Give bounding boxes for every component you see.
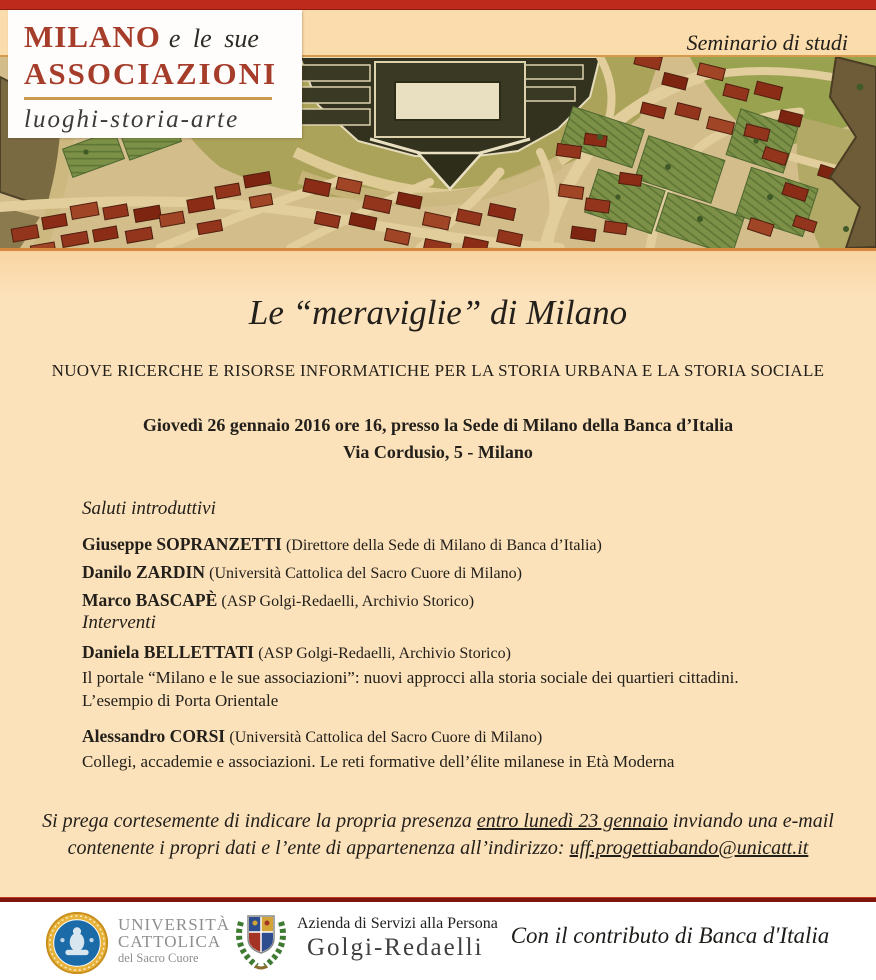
- speaker-name: Alessandro CORSI: [82, 726, 226, 746]
- speaker-affiliation: (ASP Golgi-Redaelli, Archivio Storico): [221, 593, 475, 610]
- golgi-name: Golgi-Redaelli: [307, 934, 484, 961]
- uc-line-3: del Sacro Cuore: [118, 951, 199, 965]
- talk-speaker-line: [82, 725, 674, 750]
- talk-title-line: Il portale “Milano e le sue associazioni”: nuovi approcci alla storia sociale dei quartieri cittadini.: [82, 667, 739, 687]
- rsvp-deadline: entro lunedì 23 gennaio: [476, 810, 668, 832]
- event-subtitle: NUOVE RICERCHE E RISORSE INFORMATICHE PER LA STORIA URBANA E LA STORIA SOCIALE: [51, 361, 825, 380]
- talk-speaker-line: [82, 641, 739, 666]
- speaker-name: Daniela BELLETTATI: [82, 642, 254, 662]
- logo-associazioni-text: ASSOCIAZIONI: [24, 56, 278, 91]
- event-date-location: [0, 412, 876, 466]
- footer-logos-bar: [0, 902, 876, 980]
- flyer-body: [0, 251, 876, 897]
- talk-title-line: Collegi, accademie e associazioni. Le reti formative dell’élite milanese in Età Moderna: [82, 751, 675, 771]
- seminar-type-label: Seminario di studi: [686, 30, 848, 55]
- golgi-redaelli-wordmark: [297, 915, 498, 962]
- event-title: Le “meraviglie” di Milano: [248, 293, 628, 332]
- logo-line-1: [24, 20, 302, 56]
- talk-item: [82, 725, 674, 773]
- rsvp-note: [0, 808, 876, 862]
- rsvp-line-1: [0, 808, 876, 835]
- talks-heading: Interventi: [82, 612, 156, 633]
- rsvp-email-link[interactable]: uff.progettiabando@unicatt.it: [569, 837, 809, 859]
- logo-milano-text: MILANO: [24, 19, 161, 54]
- date-line-1: Giovedì 26 gennaio 2016 ore 16, presso la Sede di Milano della Banca d’Italia: [142, 415, 734, 435]
- logo-e-le-sue-text: e le sue: [168, 24, 259, 53]
- speaker-affiliation: (Università Cattolica del Sacro Cuore di Milano): [229, 729, 543, 746]
- speaker-name: Giuseppe SOPRANZETTI: [82, 534, 282, 554]
- rsvp-line-2: [0, 835, 876, 862]
- rsvp-text: Si prega cortesemente di indicare la propria presenza: [42, 810, 477, 832]
- rsvp-text: contenente i propri dati e l’ente di appartenenza all’indirizzo:: [67, 837, 570, 859]
- rsvp-text: inviando una e-mail: [667, 810, 834, 832]
- universita-cattolica-wordmark: [118, 916, 230, 967]
- top-red-stripe: [0, 0, 876, 10]
- speaker-row: [82, 587, 602, 615]
- uc-line-1: UNIVERSITÀ: [118, 915, 230, 934]
- greetings-heading: Saluti introduttivi: [82, 498, 216, 519]
- speaker-affiliation: (Direttore della Sede di Milano di Banca d’Italia): [285, 537, 602, 554]
- date-line-2: Via Cordusio, 5 - Milano: [343, 442, 533, 462]
- speaker-affiliation: (ASP Golgi-Redaelli, Archivio Storico): [258, 645, 511, 662]
- speaker-name: Marco BASCAPÈ: [82, 590, 218, 610]
- speaker-affiliation: (Università Cattolica del Sacro Cuore di Milano): [209, 565, 522, 582]
- talk-item: [82, 641, 739, 713]
- speaker-name: Danilo ZARDIN: [82, 562, 206, 582]
- universita-cattolica-seal-icon: [45, 911, 109, 980]
- greetings-speakers-list: [82, 531, 602, 615]
- logo-tagline: luoghi-storia-arte: [24, 106, 240, 133]
- golgi-redaelli-crest-icon: [231, 910, 291, 977]
- logo-gold-rule: [24, 97, 272, 100]
- speaker-row: [82, 531, 602, 559]
- talk-title-line: L’esempio di Porta Orientale: [82, 691, 279, 710]
- golgi-subtitle: Azienda di Servizi alla Persona: [297, 915, 498, 932]
- speaker-row: [82, 559, 602, 587]
- banca-italia-contribution-note: Con il contributo di Banca d'Italia: [510, 923, 830, 948]
- milano-associazioni-logo: [8, 10, 302, 138]
- uc-line-2: CATTOLICA: [118, 932, 222, 951]
